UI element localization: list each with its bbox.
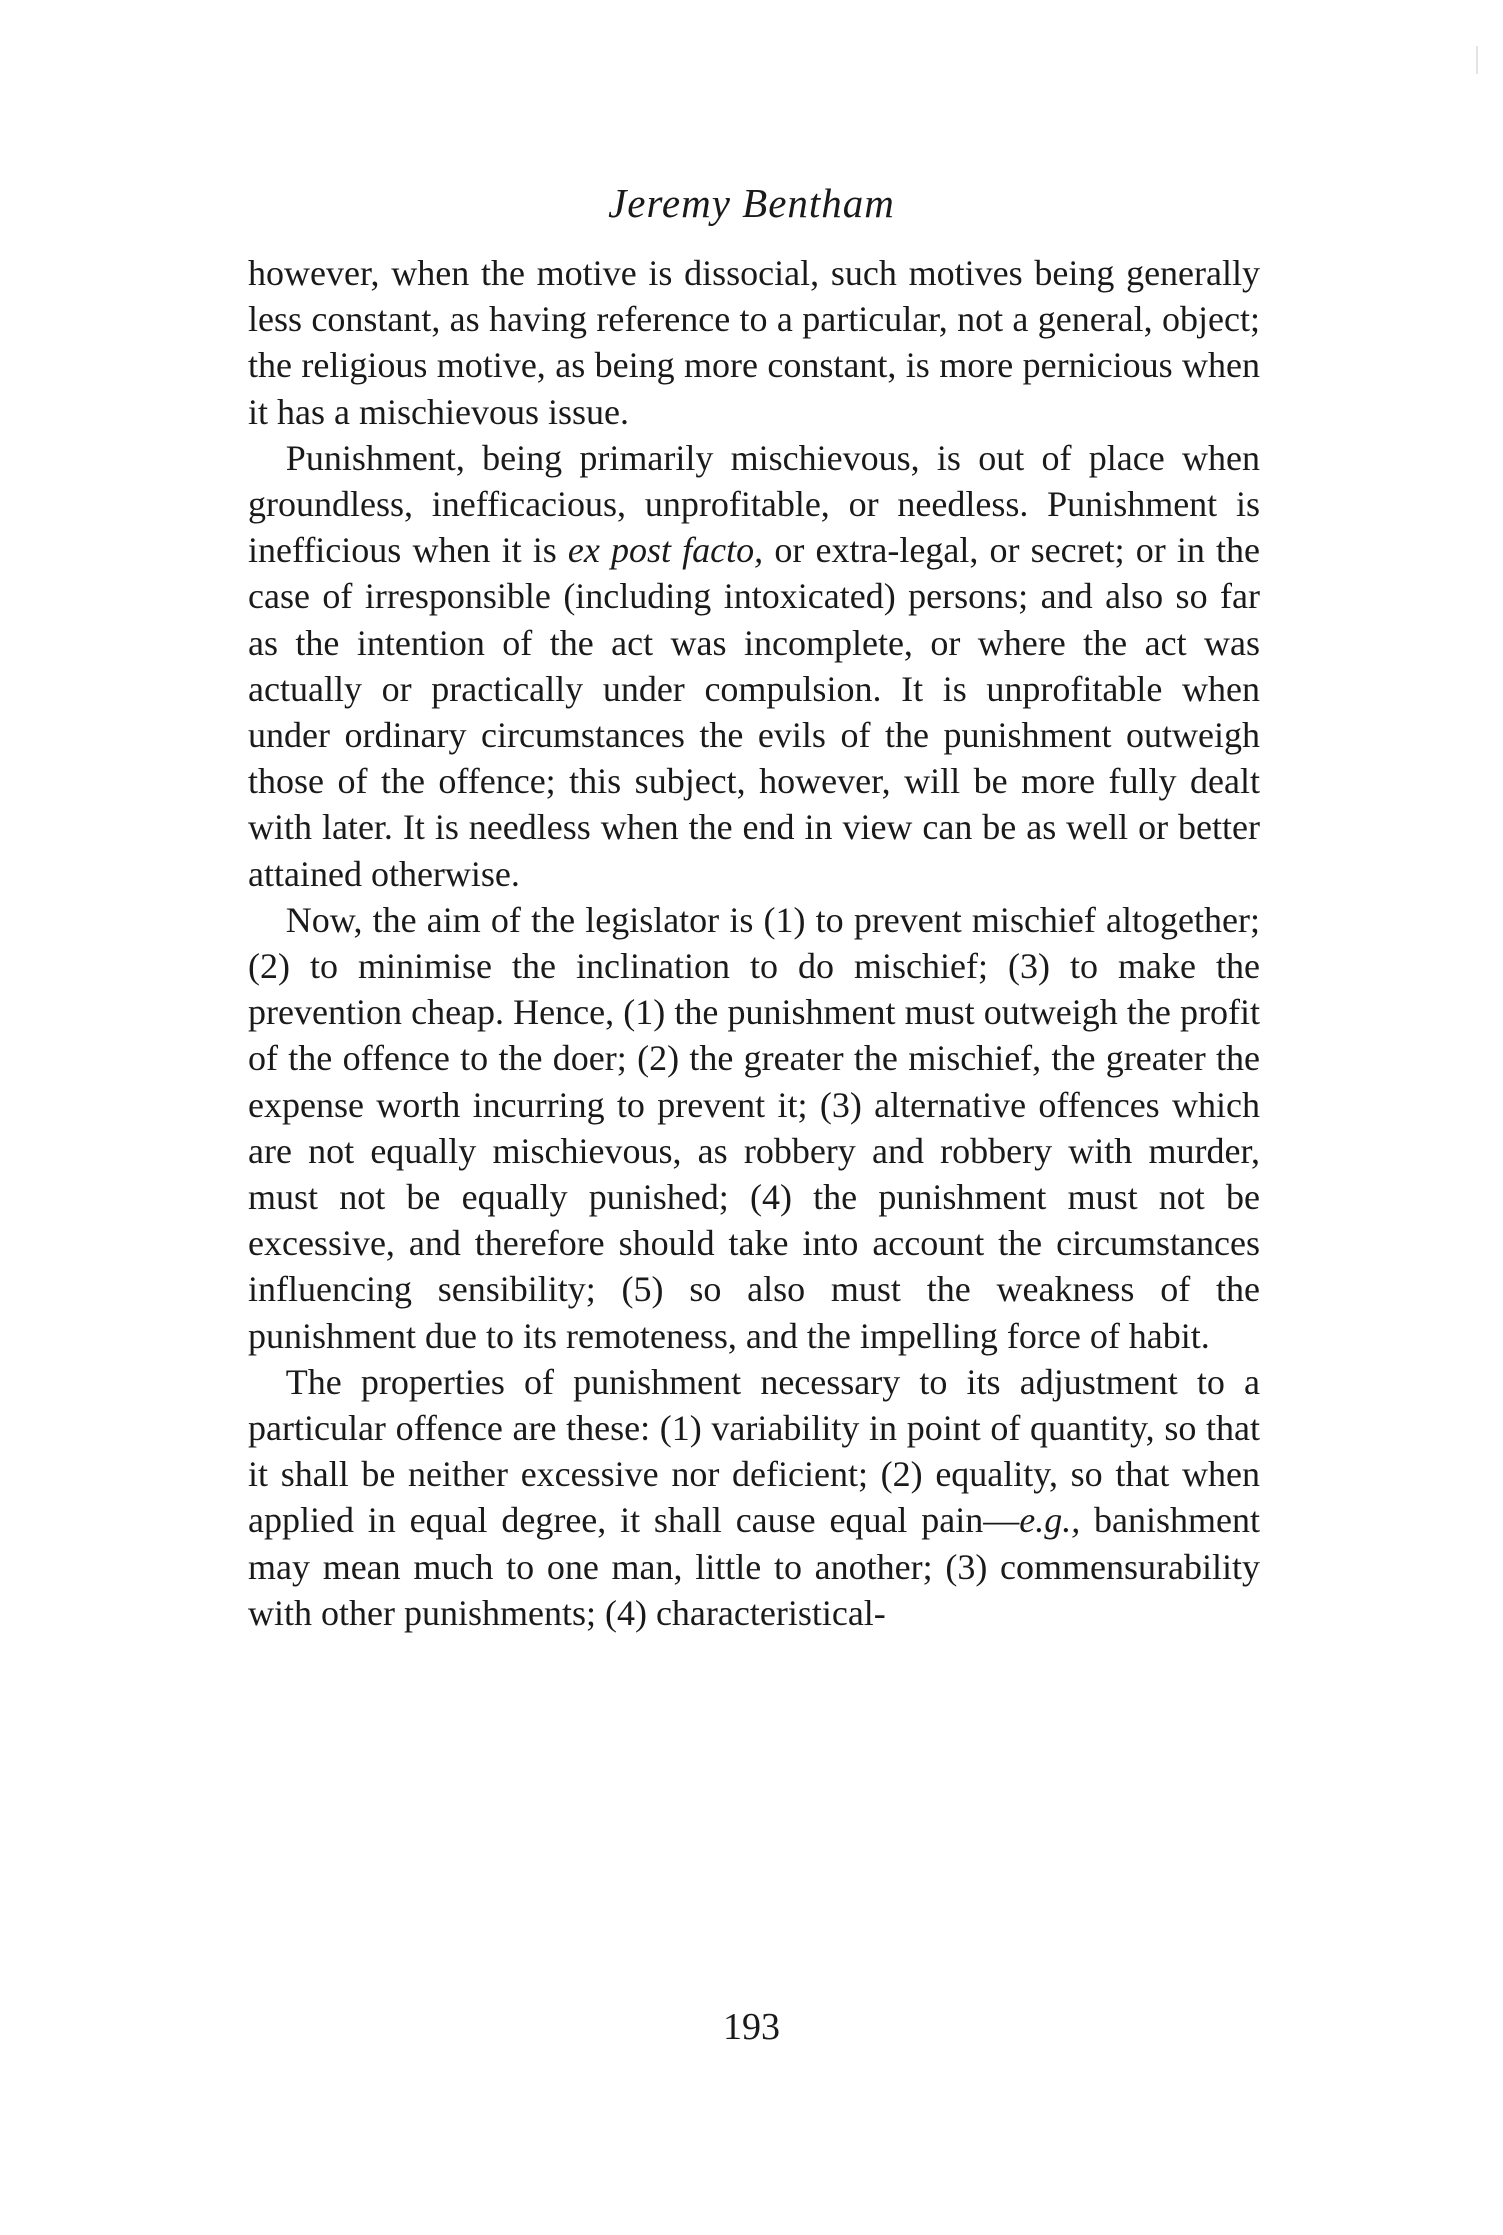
text-segment: The properties of punishment necessary to its adjustment to a particular offence are these: (1) variability in point of quantity, so that it shall be neither excessive nor deficient; (2) equality, so that when applied in equal degree, it shall cause equal pain—: [248, 1361, 1260, 1541]
running-head: Jeremy Bentham: [608, 180, 895, 226]
text-segment: or extra-legal, or secret; or in the case of irresponsible (including intoxicated) persons; and also so far as the intention of the act was incomplete, or where the act was actually or practically under compulsion. It is unprofitable when under ordinary circumstances the evils of the punishment outweigh those of the offence; this subject, however, will be more fully dealt with later. It is needless when the end in view can be as well or better attained otherwise.: [248, 530, 1261, 894]
italic-abbreviation: e.g.,: [1019, 1500, 1081, 1541]
paragraph: [248, 250, 1260, 435]
italic-latin-phrase: ex post facto,: [567, 530, 764, 571]
paragraph: [248, 1359, 1260, 1636]
page-number: 193: [723, 2006, 780, 2048]
text-segment: banishment may mean much to one man, little to another; (3) commensurability with other punishments; (4) characteristical-: [248, 1500, 1260, 1633]
text-segment: Now, the aim of the legislator is (1) to prevent mischief altogether; (2) to minimise the inclination to do mischief; (3) to make the prevention cheap. Hence, (1) the punishment must outweigh the profit of the offence to the doer; (2) the greater the mischief, the greater the expense worth incurring to prevent it; (3) alternative offences which are not equally mischievous, as robbery and robbery with murder, must not be equally punished; (4) the punishment must not be excessive, and therefore should take into account the circumstances influencing sensibility; (5) so also must the weakness of the punishment due to its remoteness, and the impelling force of habit.: [248, 899, 1260, 1356]
text-segment: Punishment, being primarily mischievous, is out of place when groundless, inefficacious, unprofitable, or needless. Punishment is inefficious when it is: [248, 437, 1260, 571]
paragraph: [248, 435, 1260, 897]
paragraph: [248, 897, 1260, 1359]
body-text: [248, 250, 1260, 1636]
text-segment: however, when the motive is dissocial, such motives being generally less constant, as having reference to a particular, not a general, object; the religious motive, as being more constant, is more pernicious when it has a mischievous issue.: [248, 253, 1260, 432]
scan-mark: [1476, 46, 1478, 74]
